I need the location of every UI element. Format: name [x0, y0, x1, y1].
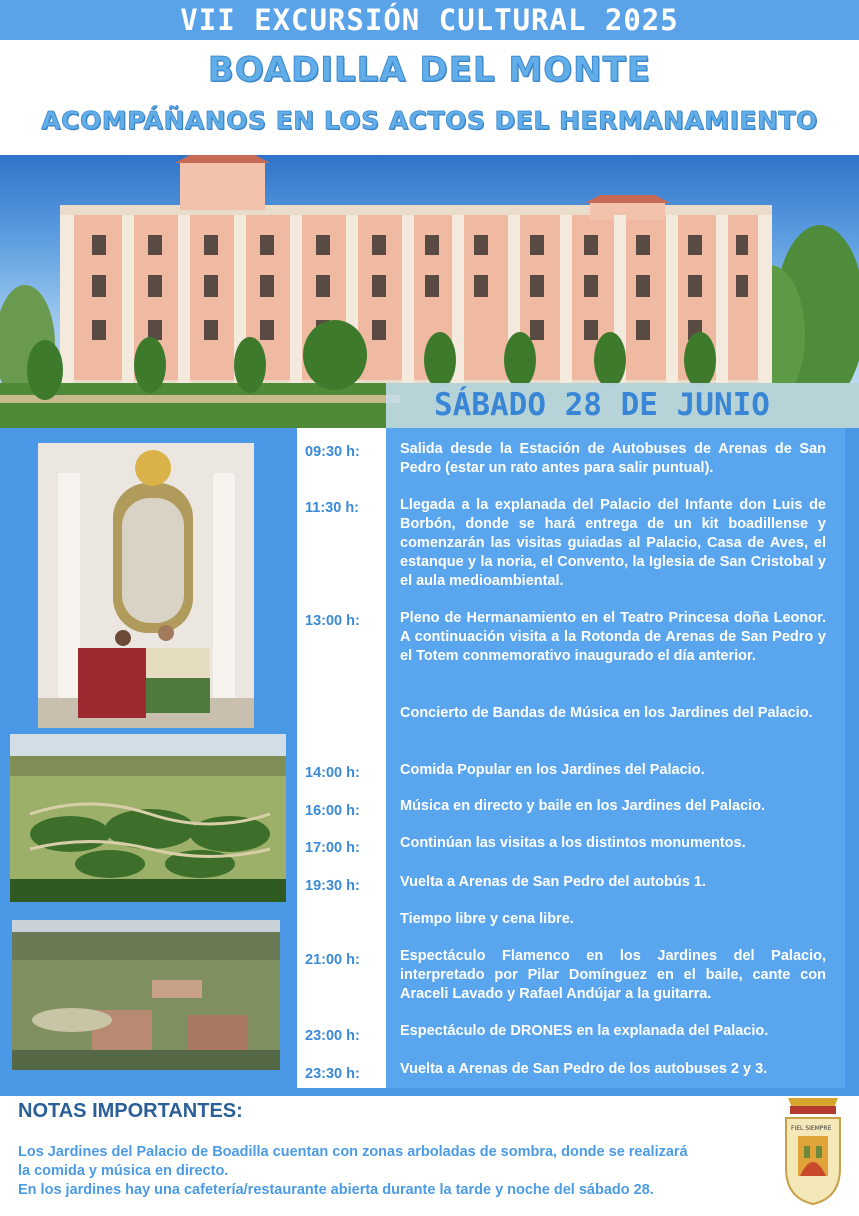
notes-line: En los jardines hay una cafetería/restaurante abierta durante la tarde y noche del sábado 28. [18, 1182, 654, 1198]
schedule-item: Tiempo libre y cena libre. [400, 911, 574, 927]
schedule-time: 16:00 h: [305, 803, 360, 819]
schedule-item: Continúan las visitas a los distintos monumentos. [400, 835, 746, 851]
schedule-time: 14:00 h: [305, 765, 360, 781]
schedule-time-column [297, 428, 386, 1088]
page-title: BOADILLA DEL MONTE [207, 50, 652, 90]
coat-of-arms-icon [778, 1088, 848, 1208]
notes-line: Los Jardines del Palacio de Boadilla cuentan con zonas arboladas de sombra, donde se realizará [18, 1144, 688, 1160]
schedule-item: Espectáculo de DRONES en la explanada del Palacio. [400, 1023, 769, 1039]
schedule-time: 23:00 h: [305, 1028, 360, 1044]
boadilla-town-aerial-photo [12, 920, 280, 1070]
mayors-with-flags-photo [38, 443, 254, 728]
palace-gardens-aerial-photo [10, 734, 286, 902]
schedule-time: 19:30 h: [305, 878, 360, 894]
schedule-item: Espectáculo Flamenco en los Jardines del Palacio, interpretado por Pilar Domínguez en el baile, cante con Araceli Lavado y Rafael Andújar a la guitarra. [400, 948, 826, 1002]
schedule-item: Concierto de Bandas de Música en los Jardines del Palacio. [400, 705, 813, 721]
schedule-time: 11:30 h: [305, 500, 359, 516]
schedule-item: Música en directo y baile en los Jardines del Palacio. [400, 798, 766, 814]
schedule-item: Vuelta a Arenas de San Pedro del autobús 1. [400, 874, 706, 890]
schedule-item: Salida desde la Estación de Autobuses de Arenas de San Pedro (estar un rato antes para salir puntual). [400, 441, 826, 476]
page-subtitle: ACOMPÁÑANOS EN LOS ACTOS DEL HERMANAMIENTO [41, 106, 818, 135]
crest-motto: FIEL SIEMPRE [791, 1125, 832, 1132]
schedule-item: Comida Popular en los Jardines del Palacio. [400, 762, 705, 778]
schedule-time: 23:30 h: [305, 1066, 360, 1082]
schedule-time: 17:00 h: [305, 840, 360, 856]
event-banner: VII EXCURSIÓN CULTURAL 2025 [0, 0, 859, 40]
schedule-time: 09:30 h: [305, 444, 360, 460]
schedule-item: Pleno de Hermanamiento en el Teatro Princesa doña Leonor. A continuación visita a la Rotonda de Arenas de San Pedro y el Totem conmemorativo inaugurado el día anterior. [400, 610, 826, 664]
notes-line: la comida y música en directo. [18, 1163, 229, 1179]
schedule-time: 13:00 h: [305, 613, 360, 629]
event-date: SÁBADO 28 DE JUNIO [386, 383, 859, 428]
schedule-item: Vuelta a Arenas de San Pedro de los autobuses 2 y 3. [400, 1061, 768, 1077]
schedule-item: Llegada a la explanada del Palacio del Infante don Luis de Borbón, donde se hará entrega de un kit boadillense y comenzarán las visitas guiadas al Palacio, Casa de Aves, el estanque y la noria, el Convento, la Iglesia de San Cristobal y el aula medioambiental. [400, 497, 826, 589]
notes-title: NOTAS IMPORTANTES: [18, 1100, 243, 1122]
schedule-time: 21:00 h: [305, 952, 360, 968]
